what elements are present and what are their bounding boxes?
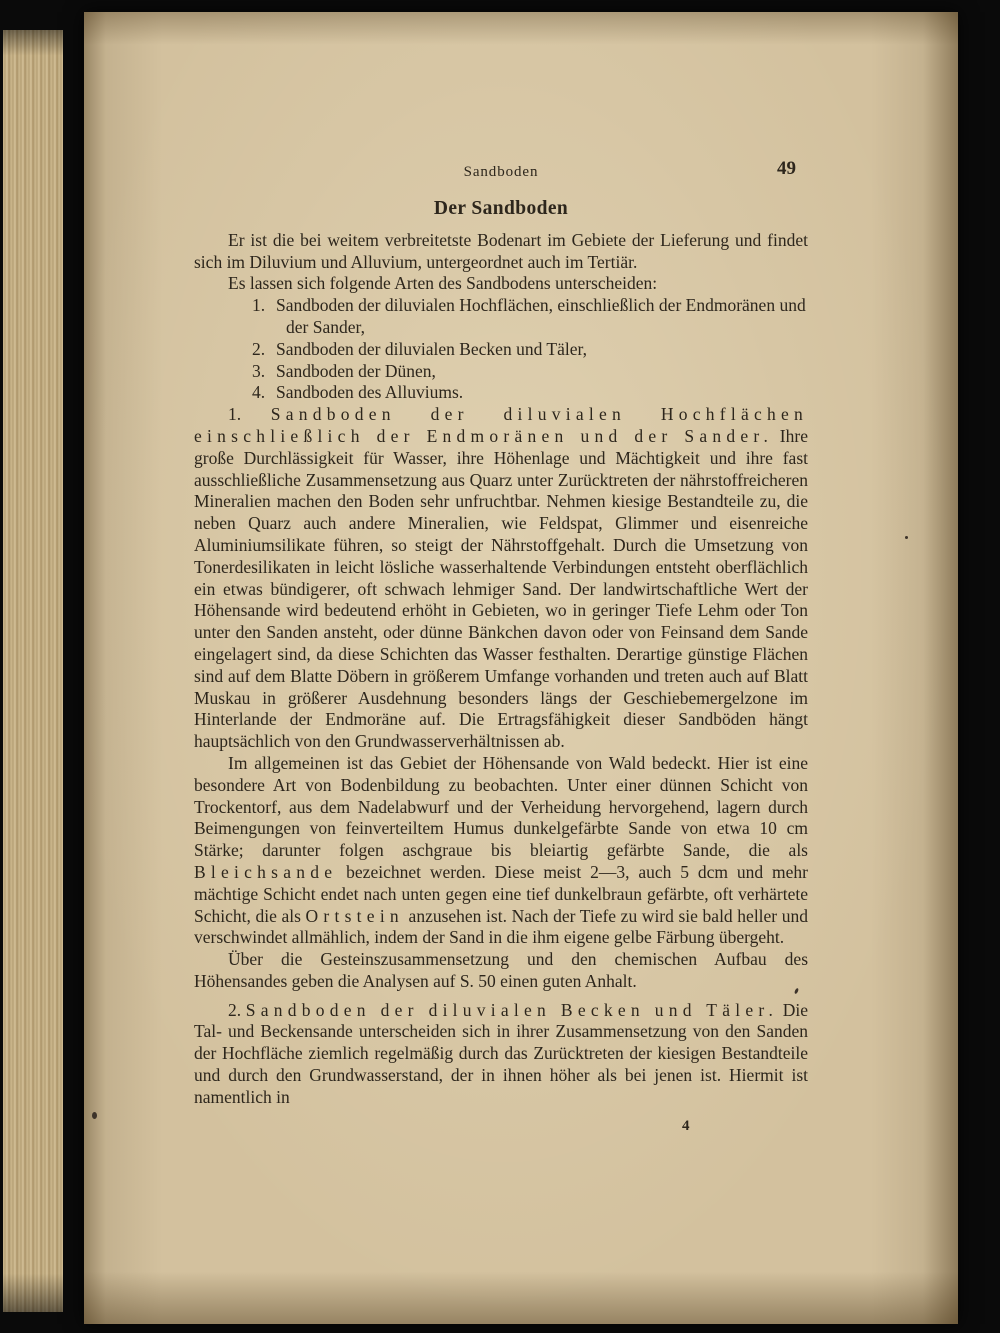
spaced-term: Sandboden der diluvialen Hochflächen einschließlich der Endmoränen und der Sander. — [194, 404, 808, 446]
running-header: Sandboden — [463, 164, 539, 180]
ink-speck — [905, 536, 908, 539]
signature-mark: 4 — [682, 1117, 690, 1134]
paragraph-number: 2. — [228, 999, 246, 1020]
ink-speck — [92, 1112, 97, 1119]
book-fore-edge — [3, 30, 63, 1312]
paragraph-text: Die Tal- und Beckensande unterscheiden sich in ihrer Zusammensetzung von den Sanden der Hochfläche ziemlich regelmäßig durch das Zurücktreten der kiesigen Bestandteile und durch den Grundwasserstand, der in ihnen höher als bei jenen ist. Hiermit ist namentlich in — [194, 999, 808, 1107]
list-item-text: Sandboden der diluvialen Hochflächen, einschließlich der Endmoränen und der Sander, — [276, 295, 806, 337]
paragraph-text: Ihre große Durchlässigkeit für Wasser, ihre Höhenlage und Mächtigkeit und ihre fast ausschließliche Zusammensetzung aus Quarz unter Zurücktreten der nährstoffreicheren Mineralien machen den Boden sehr unfruchtbar. Nehmen kiesige Bestandteile zu, die neben Quarz auch andere Mineralien, wie Feldspat, Glimmer und eisenreiche Aluminiumsilikate führen, so steigt der Nährstoffgehalt. Durch die Umsetzung von Tonerdesilikaten in leicht lösliche wasserhaltende Verbindungen entsteht oberflächlich ein etwas bündigerer, oft schwach lehmiger Sand. Der landwirtschaftliche Wert der Höhensande wird bedeutend erhöht in Gebieten, wo in geringer Tiefe Lehm oder Ton unter den Sanden ansteht, oder dünne Bänkchen davon oder von Feinsand dem Sande eingelagert sind, da diese Schichten das Wasser festhalten. Derartige günstige Flächen sind auf dem Blatte Döbern in größerem Umfange vorhanden und treten auch auf Blatt Muskau in größerer Ausdehnung besonders längs der Geschiebemergelzone im Hinterlande der Endmoräne auf. Die Ertragsfähigkeit dieser Sandböden hängt hauptsächlich von den Grundwasserverhältnissen ab. — [194, 425, 808, 752]
list-item-text: Sandboden des Alluviums. — [276, 382, 464, 403]
paragraph-text: anzusehen ist. Nach der Tiefe zu wird sie bald heller und verschwindet allmählich, indem der Sand in die ihm eigene gelbe Färbung übergeht. — [194, 905, 809, 948]
page-text-column — [194, 158, 809, 1137]
page-number: 49 — [777, 158, 796, 179]
paragraph-text: Im allgemeinen ist das Gebiet der Höhensande von Wald bedeckt. Hier ist eine besondere Art von Bodenbildung zu beobachten. Unter einer dünnen Schicht von Trockentorf, aus dem Nadelabwurf und der Verheidung hervorgehend, lagern durch Beimengungen von feinverteiltem Humus dunkelgefärbte Sande von etwa 10 cm Stärke; darunter folgen aschgraue bis bleiartig gefärbte Sande, die als — [194, 752, 808, 861]
paragraph-hochflaechen — [194, 404, 808, 753]
paragraph-bodenbildung — [194, 753, 808, 949]
paragraph-becken-taeler — [194, 1000, 808, 1109]
paragraph-analysen: Über die Gesteinszusammensetzung und den chemischen Aufbau des Höhensandes geben die Analysen auf S. 50 einen guten Anhalt. — [194, 949, 808, 991]
list-item — [194, 295, 808, 339]
list-item-number: 2. — [252, 338, 266, 359]
spaced-term: Sandboden der diluvialen Becken und Täler. — [245, 999, 779, 1020]
list-item-number: 1. — [252, 295, 266, 316]
paragraph-list-lead: Es lassen sich folgende Arten des Sandbodens unterscheiden: — [228, 273, 658, 294]
running-header-row — [194, 158, 808, 186]
list-item-number: 4. — [252, 382, 266, 403]
book-page — [84, 12, 958, 1324]
section-heading: Der Sandboden — [433, 198, 569, 219]
list-item — [194, 339, 808, 361]
list-item-text: Sandboden der Dünen, — [276, 360, 436, 381]
paragraph-number: 1. — [228, 404, 271, 425]
paragraph-text: bezeichnet werden. Diese meist 2—3, auch 5 dcm und mehr mächtige Schicht endet nach unten gegen eine tief dunkelbraun gefärbte, oft verhärtete Schicht, die als — [194, 861, 808, 926]
spaced-term: Bleichsande — [194, 861, 338, 882]
list-item-number: 3. — [252, 360, 266, 381]
list-item — [194, 361, 808, 383]
paragraph-intro: Er ist die bei weitem verbreitetste Bodenart im Gebiete der Lieferung und findet sich im Diluvium und Alluvium, untergeordnet auch im Tertiär. — [194, 229, 808, 272]
spaced-term: Ortstein — [305, 905, 404, 926]
list-item-text: Sandboden der diluvialen Becken und Täler, — [276, 338, 587, 359]
sand-types-list — [194, 295, 808, 404]
list-item — [194, 382, 808, 404]
